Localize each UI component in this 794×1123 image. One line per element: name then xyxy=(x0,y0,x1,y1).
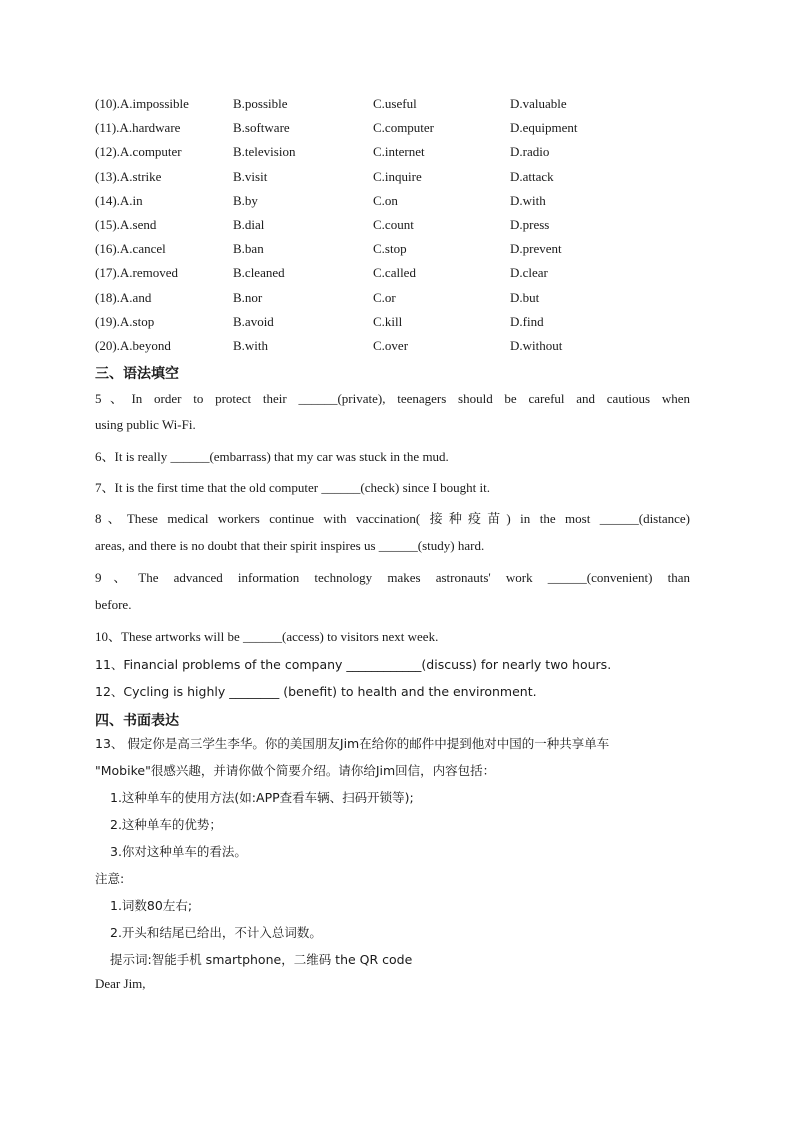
option-row xyxy=(95,314,715,334)
option-b: B.nor xyxy=(233,289,263,305)
option-b: B.visit xyxy=(233,168,268,184)
note-1: 1.词数80左右; xyxy=(110,898,193,913)
question-9-line1: 9、The advanced information technology makes astronauts' work ______(convenient) than xyxy=(95,570,690,585)
option-d: D.clear xyxy=(510,265,548,281)
option-c: C.useful xyxy=(373,96,417,111)
option-row xyxy=(95,241,715,261)
option-a: (17).A.removed xyxy=(95,265,179,281)
option-c: C.kill xyxy=(373,313,403,329)
question-6: 6、It is really ______(embarrass) that my car was stuck in the mud. xyxy=(95,449,449,464)
option-d: D.valuable xyxy=(510,96,567,111)
option-row xyxy=(95,217,715,237)
option-b: B.possible xyxy=(233,96,288,111)
writing-point-1: 1.这种单车的使用方法(如:APP查看车辆、扫码开锁等); xyxy=(110,790,414,805)
option-row xyxy=(95,144,715,164)
option-b: B.with xyxy=(233,338,269,353)
letter-greeting: Dear Jim, xyxy=(95,976,146,991)
option-a: (20).A.beyond xyxy=(95,338,171,353)
question-5-line1: 5、In order to protect their ______(private), teenagers should be careful and cautious when xyxy=(95,391,690,406)
option-a: (14).A.in xyxy=(95,192,143,208)
question-8-line1: 8、These medical workers continue with vaccination( 接种疫苗) in the most ______(distance) xyxy=(95,511,690,526)
option-d: D.prevent xyxy=(510,241,562,257)
question-11: 11、Financial problems of the company ____________(discuss) for nearly two hours. xyxy=(95,657,612,672)
option-d: D.equipment xyxy=(510,120,578,136)
question-13-line1: 13、 假定你是高三学生李华。你的美国朋友Jim在给你的邮件中提到他对中国的一种共享单车 xyxy=(95,736,610,751)
option-b: B.television xyxy=(233,144,296,160)
option-a: (12).A.computer xyxy=(95,144,182,160)
option-b: B.cleaned xyxy=(233,265,285,281)
option-row xyxy=(95,265,715,285)
hint-words: 提示词:智能手机 smartphone，二维码 the QR code xyxy=(110,952,413,967)
option-row xyxy=(95,120,715,140)
question-12: 12、Cycling is highly ________ (benefit) to health and the environment. xyxy=(95,684,537,699)
question-5-line2: using public Wi-Fi. xyxy=(95,417,196,432)
option-row xyxy=(95,338,715,358)
question-13-line2: "Mobike"很感兴趣，并请你做个简要介绍。请你给Jim回信，内容包括： xyxy=(95,763,496,778)
option-row xyxy=(95,290,715,310)
option-d: D.without xyxy=(510,338,563,353)
question-8-line2: areas, and there is no doubt that their spirit inspires us ______(study) hard. xyxy=(95,538,485,553)
option-c: C.stop xyxy=(373,241,407,257)
option-c: C.on xyxy=(373,192,398,208)
question-10: 10、These artworks will be ______(access) to visitors next week. xyxy=(95,629,439,644)
option-a: (19).A.stop xyxy=(95,313,155,329)
option-row xyxy=(95,193,715,213)
question-7: 7、It is the first time that the old computer ______(check) since I bought it. xyxy=(95,480,490,495)
option-d: D.press xyxy=(510,217,550,232)
option-b: B.ban xyxy=(233,241,264,257)
option-c: C.called xyxy=(373,265,416,281)
option-a: (15).A.send xyxy=(95,217,157,232)
option-c: C.inquire xyxy=(373,168,422,184)
section3-title: 三、语法填空 xyxy=(95,366,179,382)
option-d: D.attack xyxy=(510,168,554,184)
option-b: B.by xyxy=(233,192,258,208)
option-b: B.avoid xyxy=(233,313,274,329)
question-9-line2: before. xyxy=(95,597,132,612)
option-row xyxy=(95,169,715,189)
option-a: (11).A.hardware xyxy=(95,120,181,136)
note-2: 2.开头和结尾已给出，不计入总词数。 xyxy=(110,925,322,940)
section4-title: 四、书面表达 xyxy=(95,713,179,729)
option-d: D.with xyxy=(510,192,546,208)
option-row xyxy=(95,96,715,116)
option-b: B.dial xyxy=(233,217,265,232)
option-a: (10).A.impossible xyxy=(95,96,189,111)
writing-point-2: 2.这种单车的优势； xyxy=(110,817,222,832)
option-c: C.over xyxy=(373,338,409,353)
note-label: 注意: xyxy=(95,871,125,886)
option-a: (16).A.cancel xyxy=(95,241,166,257)
option-a: (18).A.and xyxy=(95,289,152,305)
option-a: (13).A.strike xyxy=(95,168,162,184)
option-c: C.internet xyxy=(373,144,425,160)
option-c: C.or xyxy=(373,289,396,305)
option-b: B.software xyxy=(233,120,290,136)
option-d: D.radio xyxy=(510,144,550,160)
option-c: C.count xyxy=(373,217,414,232)
option-d: D.but xyxy=(510,289,540,305)
option-c: C.computer xyxy=(373,120,435,136)
option-d: D.find xyxy=(510,313,544,329)
writing-point-3: 3.你对这种单车的看法。 xyxy=(110,844,247,859)
